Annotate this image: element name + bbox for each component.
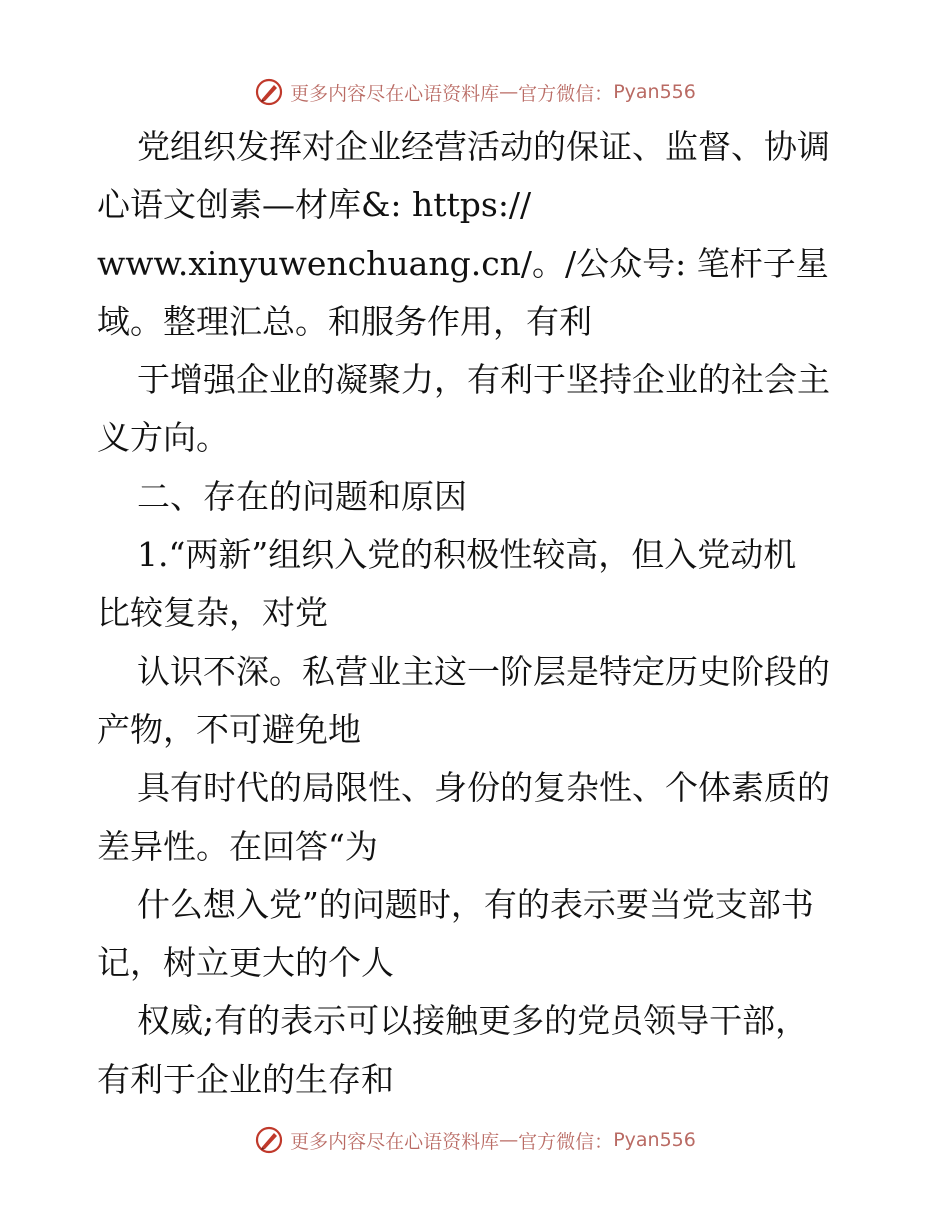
watermark-account-label: 官方微信： (518, 82, 614, 105)
red-pen-logo-icon (254, 77, 284, 107)
watermark-separator: — (499, 81, 519, 103)
paragraph-line: 心语文创素—材库&: https:// (97, 185, 532, 225)
paragraph-line: 域。整理汇总。和服务作用，有利 (97, 301, 592, 341)
paragraph-line: 有利于企业的生存和 (97, 1059, 394, 1099)
watermark-account-label: 官方微信： (518, 1130, 614, 1153)
watermark-text: 更多内容尽在心语资料库 (290, 82, 500, 105)
red-pen-logo-icon (254, 1125, 284, 1155)
paragraph-line: 党组织发挥对企业经营活动的保证、监督、协调 (137, 127, 830, 166)
paragraph-line: 差异性。在回答“为 (97, 826, 378, 866)
section-heading: 二、存在的问题和原因 (137, 476, 467, 516)
paragraph-line: 比较复杂，对党 (97, 593, 328, 633)
paragraph-line: 于增强企业的凝聚力，有利于坚持企业的社会主 (137, 360, 830, 400)
watermark-account: Pyan556 (613, 81, 696, 103)
watermark-separator: — (499, 1129, 519, 1151)
paragraph-line: www.xinyuwenchuang.cn/。/公众号: 笔杆子星 (97, 243, 829, 283)
watermark-header (0, 72, 950, 112)
watermark-footer (0, 1120, 950, 1160)
paragraph-line: 具有时代的局限性、身份的复杂性、个体素质的 (137, 768, 830, 808)
paragraph-line: 记，树立更大的个人 (97, 943, 394, 983)
watermark-account: Pyan556 (613, 1129, 696, 1151)
paragraph-line: 认识不深。私营业主这一阶层是特定历史阶段的 (137, 651, 830, 691)
paragraph-line: 产物，不可避免地 (97, 709, 361, 749)
paragraph-line: 义方向。 (97, 418, 229, 458)
paragraph-line: 1.“两新”组织入党的积极性较高，但入党动机 (137, 535, 797, 575)
document-body (97, 118, 857, 1109)
watermark-text: 更多内容尽在心语资料库 (290, 1130, 500, 1153)
paragraph-line: 权威;有的表示可以接触更多的党员领导干部， (137, 1001, 809, 1041)
paragraph-line: 什么想入党”的问题时，有的表示要当党支部书 (137, 884, 814, 924)
